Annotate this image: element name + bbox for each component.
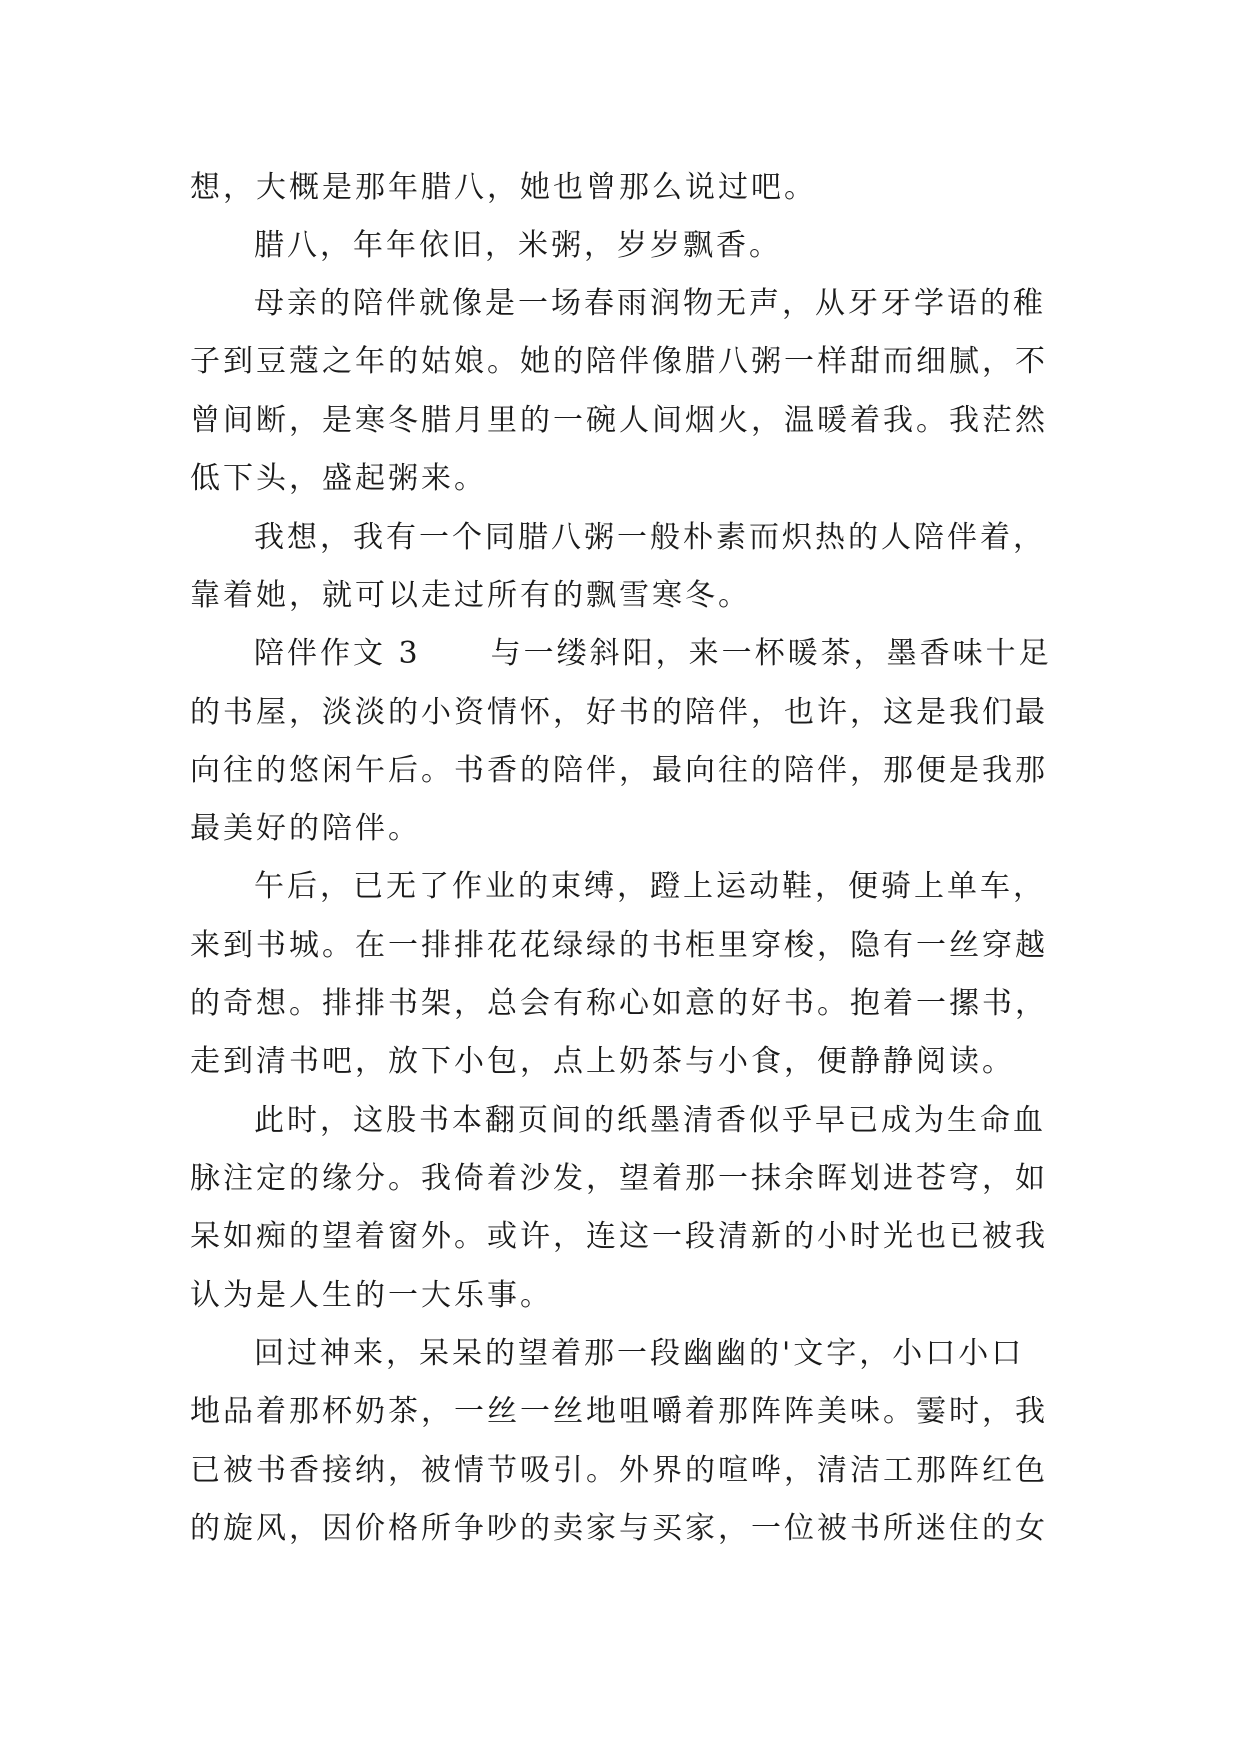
paragraph-line: 向往的悠闲午后。书香的陪伴，最向往的陪伴，那便是我那 [190,753,1048,788]
paragraph-line: 的书屋，淡淡的小资情怀，好书的陪伴，也许，这是我们最 [190,695,1048,730]
paragraph-line: 此时，这股书本翻页间的纸墨清香似乎早已成为生命血 [254,1103,1046,1138]
paragraph-line: 与一缕斜阳，来一杯暖茶，墨香味十足 [490,636,1052,671]
paragraph-line: 呆如痴的望着窗外。或许，连这一段清新的小时光也已被我 [190,1219,1048,1254]
paragraph-line: 来到书城。在一排排花花绿绿的书柜里穿梭，隐有一丝穿越 [190,928,1048,963]
paragraph-line: 母亲的陪伴就像是一场春雨润物无声，从牙牙学语的稚 [254,286,1046,321]
paragraph-line: 回过神来，呆呆的望着那一段幽幽的'文字，小口小口 [254,1336,1025,1371]
paragraph-line: 子到豆蔻之年的姑娘。她的陪伴像腊八粥一样甜而细腻，不 [190,344,1048,379]
section-heading: 陪伴作文 3 [254,636,421,671]
paragraph-line: 最美好的陪伴。 [190,811,421,846]
paragraph-line: 已被书香接纳，被情节吸引。外界的喧哗，清洁工那阵红色 [190,1453,1048,1488]
paragraph-line: 地品着那杯奶茶，一丝一丝地咀嚼着那阵阵美味。霎时，我 [190,1394,1048,1429]
paragraph-line: 午后，已无了作业的束缚，蹬上运动鞋，便骑上单车， [254,869,1046,904]
paragraph-line: 认为是人生的一大乐事。 [190,1278,553,1313]
paragraph-line: 走到清书吧，放下小包，点上奶茶与小食，便静静阅读。 [190,1044,1015,1079]
paragraph-line: 的旋风，因价格所争吵的卖家与买家，一位被书所迷住的女 [190,1511,1048,1546]
paragraph-line: 靠着她，就可以走过所有的飘雪寒冬。 [190,578,751,613]
section-heading-line [254,634,1052,674]
paragraph-line: 的奇想。排排书架，总会有称心如意的好书。抱着一摞书， [190,986,1048,1021]
paragraph-line: 我想，我有一个同腊八粥一般朴素而炽热的人陪伴着， [254,520,1046,555]
paragraph-line: 腊八，年年依旧，米粥，岁岁飘香。 [254,228,782,263]
paragraph-line: 脉注定的缘分。我倚着沙发，望着那一抹余晖划进苍穹，如 [190,1161,1048,1196]
paragraph-line: 低下头，盛起粥来。 [190,461,487,496]
paragraph-line: 想，大概是那年腊八，她也曾那么说过吧。 [190,170,817,205]
paragraph-line: 曾间断，是寒冬腊月里的一碗人间烟火，温暖着我。我茫然 [190,403,1048,438]
